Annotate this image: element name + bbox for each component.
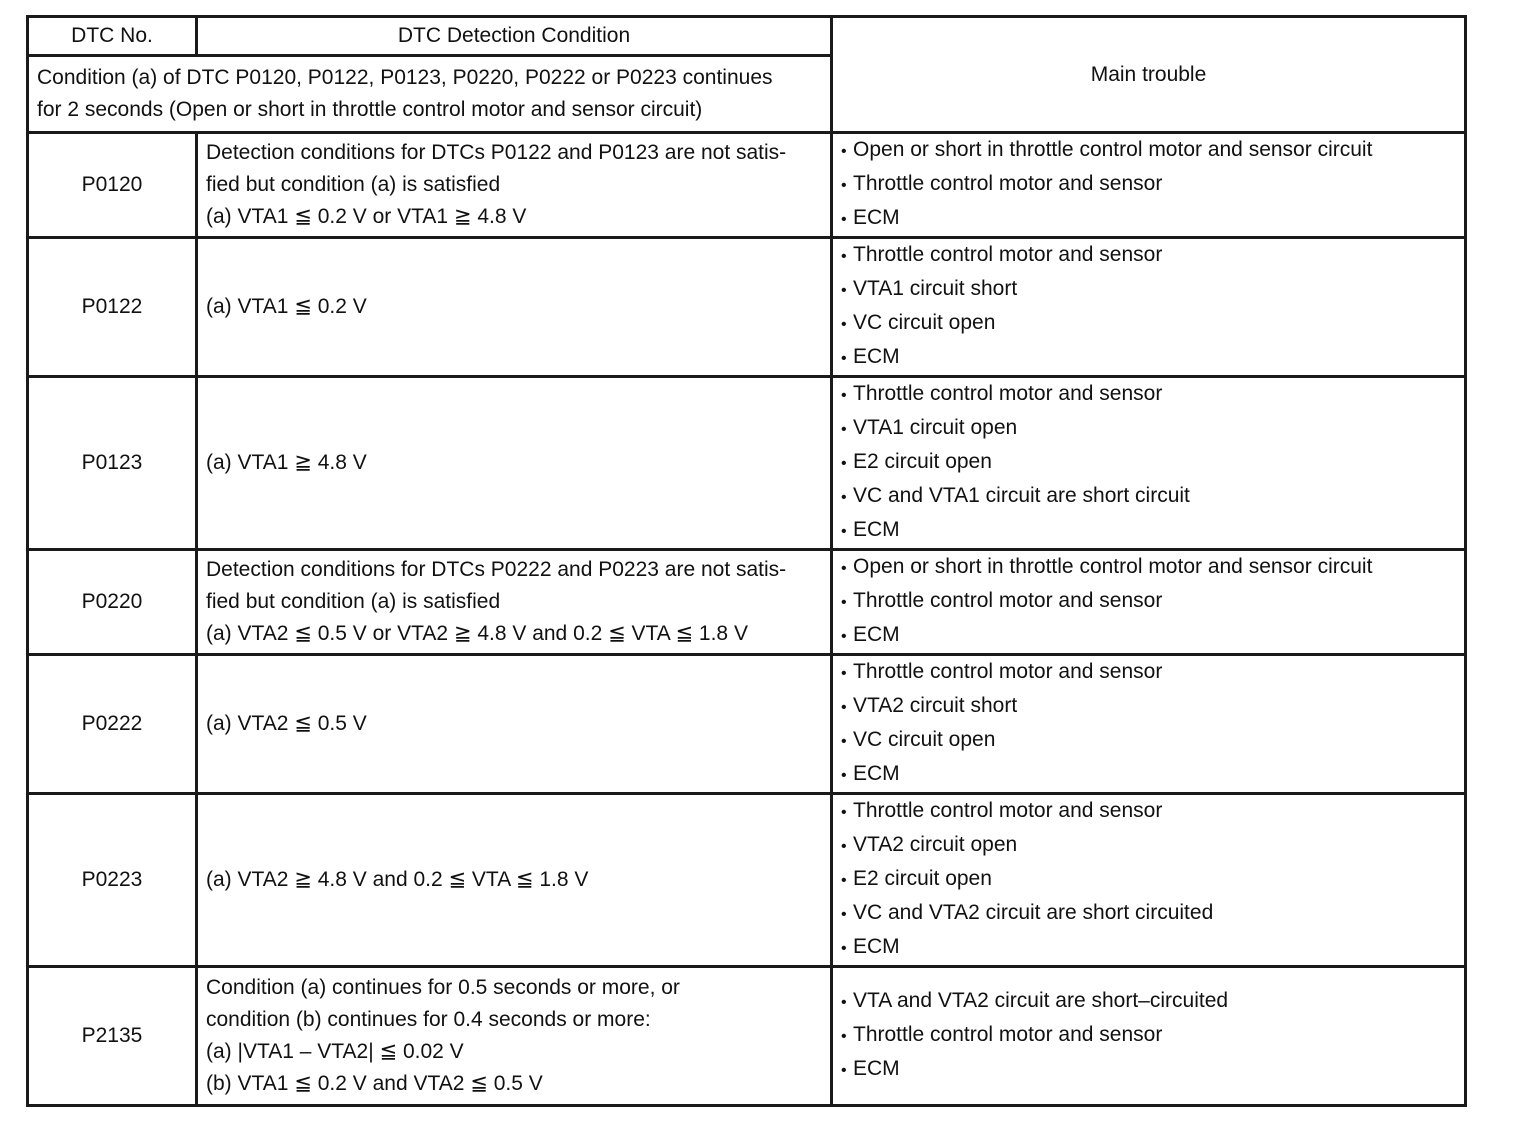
header-main-trouble: Main trouble bbox=[832, 17, 1466, 133]
dtc-code: P0222 bbox=[28, 655, 197, 794]
table-row bbox=[28, 794, 1466, 967]
table-row bbox=[28, 133, 1466, 238]
detection-condition bbox=[197, 967, 832, 1106]
trouble-item: • ECM bbox=[841, 619, 1456, 653]
condition-line: Detection conditions for DTCs P0122 and P0123 are not satis- bbox=[206, 141, 787, 164]
trouble-item: • ECM bbox=[841, 758, 1456, 792]
dtc-code: P0120 bbox=[28, 133, 197, 238]
dtc-code: P0123 bbox=[28, 377, 197, 550]
trouble-item: • Throttle control motor and sensor bbox=[841, 585, 1456, 619]
trouble-item: • ECM bbox=[841, 341, 1456, 375]
condition-line: (a) VTA2 ≦ 0.5 V bbox=[206, 712, 367, 735]
main-trouble bbox=[832, 238, 1466, 377]
detection-condition bbox=[197, 550, 832, 655]
condition-line: (a) VTA2 ≧ 4.8 V and 0.2 ≦ VTA ≦ 1.8 V bbox=[206, 868, 589, 891]
main-trouble bbox=[832, 967, 1466, 1106]
common-condition-line: Condition (a) of DTC P0120, P0122, P0123, P0220, P0222 or P0223 continues bbox=[37, 66, 773, 89]
trouble-item: • VTA1 circuit short bbox=[841, 273, 1456, 307]
trouble-item: • VTA and VTA2 circuit are short–circuited bbox=[841, 985, 1456, 1019]
detection-condition bbox=[197, 133, 832, 238]
dtc-code: P2135 bbox=[28, 967, 197, 1106]
trouble-item: • VC and VTA1 circuit are short circuit bbox=[841, 480, 1456, 514]
table-row bbox=[28, 967, 1466, 1106]
condition-line: condition (b) continues for 0.4 seconds or more: bbox=[206, 1008, 651, 1031]
main-trouble bbox=[832, 655, 1466, 794]
dtc-table bbox=[26, 15, 1467, 1107]
table-row bbox=[28, 655, 1466, 794]
trouble-item: • VTA1 circuit open bbox=[841, 412, 1456, 446]
trouble-item: • Throttle control motor and sensor bbox=[841, 168, 1456, 202]
main-trouble bbox=[832, 133, 1466, 238]
table-row bbox=[28, 377, 1466, 550]
trouble-item: • Throttle control motor and sensor bbox=[841, 378, 1456, 412]
trouble-item: • E2 circuit open bbox=[841, 863, 1456, 897]
common-condition-line: for 2 seconds (Open or short in throttle control motor and sensor circuit) bbox=[37, 98, 703, 121]
condition-line: fied but condition (a) is satisfied bbox=[206, 173, 501, 196]
main-trouble bbox=[832, 550, 1466, 655]
detection-condition bbox=[197, 794, 832, 967]
header-dtc-no: DTC No. bbox=[28, 17, 197, 56]
main-trouble bbox=[832, 794, 1466, 967]
condition-line: (a) |VTA1 – VTA2| ≦ 0.02 V bbox=[206, 1040, 464, 1063]
trouble-item: • Open or short in throttle control motor and sensor circuit bbox=[841, 134, 1456, 168]
trouble-item: • ECM bbox=[841, 931, 1456, 965]
condition-line: fied but condition (a) is satisfied bbox=[206, 590, 501, 613]
dtc-code: P0122 bbox=[28, 238, 197, 377]
trouble-item: • Throttle control motor and sensor bbox=[841, 239, 1456, 273]
common-condition bbox=[28, 56, 832, 133]
trouble-item: • Open or short in throttle control motor and sensor circuit bbox=[841, 551, 1456, 585]
trouble-item: • VC circuit open bbox=[841, 307, 1456, 341]
trouble-item: • VC circuit open bbox=[841, 724, 1456, 758]
detection-condition bbox=[197, 655, 832, 794]
trouble-item: • ECM bbox=[841, 514, 1456, 548]
table-row bbox=[28, 550, 1466, 655]
condition-line: (a) VTA2 ≦ 0.5 V or VTA2 ≧ 4.8 V and 0.2 ≦ VTA ≦ 1.8 V bbox=[206, 622, 748, 645]
trouble-item: • ECM bbox=[841, 1053, 1456, 1087]
detection-condition bbox=[197, 238, 832, 377]
condition-line: (b) VTA1 ≦ 0.2 V and VTA2 ≦ 0.5 V bbox=[206, 1072, 543, 1095]
trouble-item: • E2 circuit open bbox=[841, 446, 1456, 480]
condition-line: (a) VTA1 ≦ 0.2 V bbox=[206, 295, 367, 318]
trouble-item: • ECM bbox=[841, 202, 1456, 236]
trouble-item: • Throttle control motor and sensor bbox=[841, 1019, 1456, 1053]
condition-line: (a) VTA1 ≧ 4.8 V bbox=[206, 451, 367, 474]
header-detection-condition: DTC Detection Condition bbox=[197, 17, 832, 56]
dtc-code: P0220 bbox=[28, 550, 197, 655]
detection-condition bbox=[197, 377, 832, 550]
trouble-item: • VC and VTA2 circuit are short circuited bbox=[841, 897, 1456, 931]
table-row bbox=[28, 238, 1466, 377]
trouble-item: • VTA2 circuit short bbox=[841, 690, 1456, 724]
condition-line: (a) VTA1 ≦ 0.2 V or VTA1 ≧ 4.8 V bbox=[206, 205, 527, 228]
trouble-item: • Throttle control motor and sensor bbox=[841, 795, 1456, 829]
condition-line: Detection conditions for DTCs P0222 and P0223 are not satis- bbox=[206, 558, 787, 581]
condition-line: Condition (a) continues for 0.5 seconds or more, or bbox=[206, 976, 680, 999]
main-trouble bbox=[832, 377, 1466, 550]
dtc-code: P0223 bbox=[28, 794, 197, 967]
trouble-item: • Throttle control motor and sensor bbox=[841, 656, 1456, 690]
header-row bbox=[28, 17, 1466, 56]
trouble-item: • VTA2 circuit open bbox=[841, 829, 1456, 863]
